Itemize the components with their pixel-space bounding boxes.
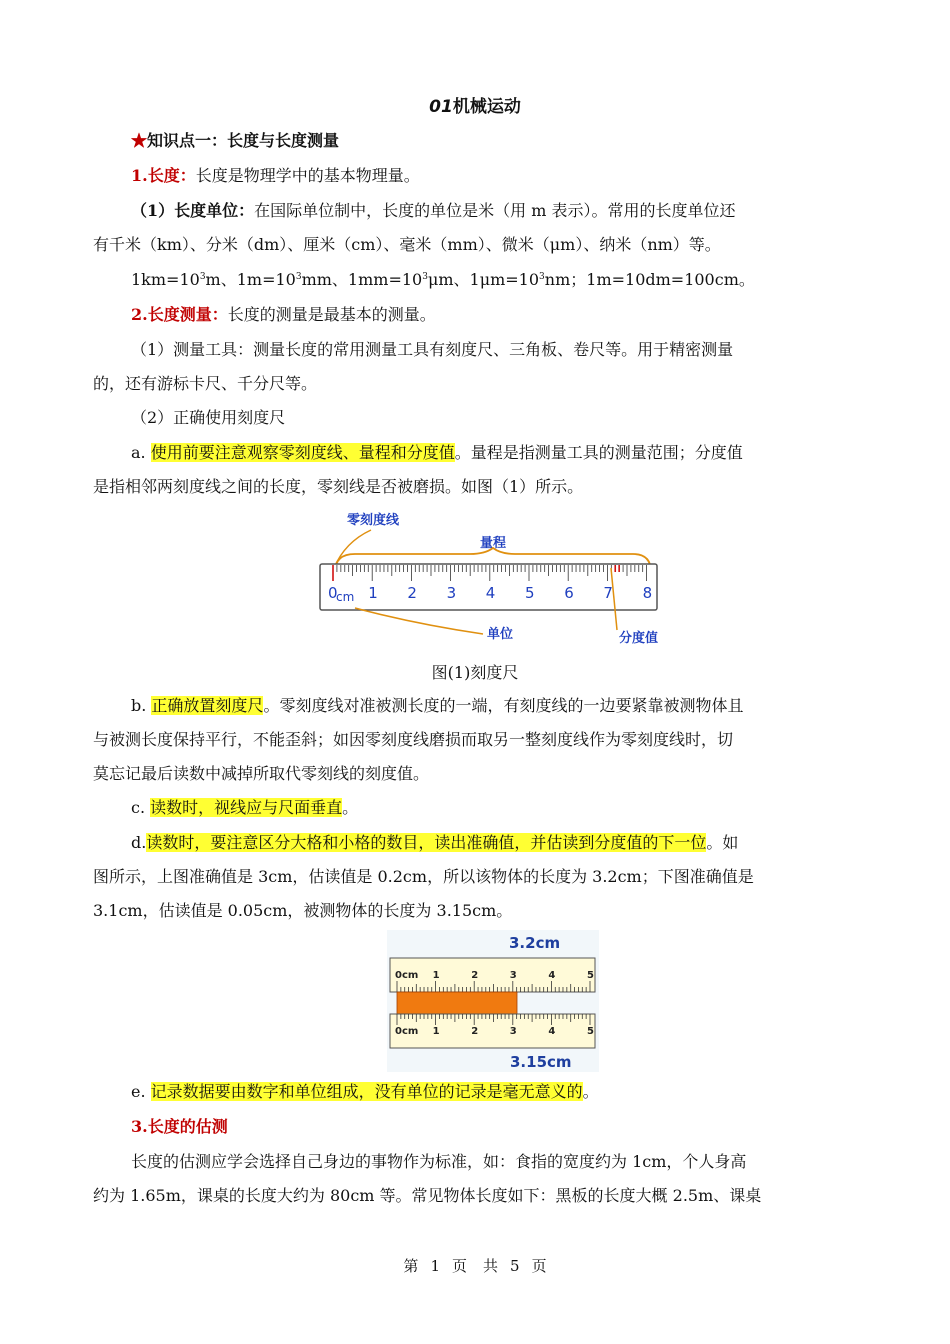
item-d-line2: 图所示，上图准确值是 3cm，估读值是 0.2cm，所以该物体的长度为 3.2cm；下图准确值是 xyxy=(93,867,754,886)
ruler-tick-label: 2 xyxy=(471,1026,479,1037)
paragraph-length xyxy=(131,165,863,187)
ruler-tick-label: 4 xyxy=(548,1026,556,1037)
object-bar xyxy=(397,992,517,1014)
ruler-tick-label: 2 xyxy=(471,970,479,981)
chapter-title: 机械运动 xyxy=(452,97,521,117)
units-label: （1）长度单位： xyxy=(131,201,255,220)
ruler-tick-label: 5 xyxy=(587,970,594,981)
top-reading: 3.2cm xyxy=(509,934,561,952)
zero-line-label: 零刻度线 xyxy=(347,513,400,528)
paragraph-measurement xyxy=(131,304,863,326)
paragraph-units-line2: 有千米（km）、分米（dm）、厘米（cm）、毫米（mm）、微米（μm）、纳米（nm）等。 xyxy=(93,235,721,254)
item-d-line1: d.读数时，要注意区分大格和小格的数目，读出准确值，并估读到分度值的下一位。如 xyxy=(131,833,739,852)
item-b-line1: b. 正确放置刻度尺。零刻度线对准被测长度的一端，有刻度线的一边要紧靠被测物体且 xyxy=(131,696,744,715)
ruler-tick-labels xyxy=(328,584,652,602)
ruler-figure xyxy=(315,508,665,653)
ruler-tick-label: 5 xyxy=(525,584,535,602)
item-a-line1: a. 使用前要注意观察零刻度线、量程和分度值。量程是指测量工具的测量范围；分度值 xyxy=(131,443,743,462)
ruler-tick-label: 3 xyxy=(509,1026,517,1037)
page-number: 1 xyxy=(430,1257,440,1275)
page-footer: 第 1 页 共 5 页 xyxy=(403,1257,547,1275)
section-heading-text: 知识点一：长度与长度测量 xyxy=(147,131,340,150)
ruler-tick-label: 3 xyxy=(509,970,517,981)
units-text1: 在国际单位制中，长度的单位是米（用 m 表示）。常用的长度单位还 xyxy=(254,201,736,220)
zero-callout xyxy=(334,530,371,568)
highlight-b: 正确放置刻度尺 xyxy=(151,696,264,715)
unit-label: 单位 xyxy=(487,627,514,642)
page-total: 5 xyxy=(510,1257,520,1275)
chapter-number: 01 xyxy=(429,97,453,117)
highlight-e: 记录数据要由数字和单位组成，没有单位的记录是毫无意义的 xyxy=(150,1082,583,1101)
star-icon: ★ xyxy=(131,131,148,150)
unit-callout xyxy=(355,608,483,634)
item-b-line2: 与被测长度保持平行，不能歪斜；如因零刻度线磨损而取另一整刻度线作为零刻度线时，切 xyxy=(93,730,734,749)
highlight-a: 使用前要注意观察零刻度线、量程和分度值 xyxy=(150,443,455,462)
ruler-tick-label: 3 xyxy=(446,584,457,602)
paragraph-units-line1 xyxy=(131,200,863,222)
heading-estimation: 3.长度的估测 xyxy=(131,1117,228,1136)
ruler-tick-label: 5 xyxy=(587,1026,594,1037)
highlight-c: 读数时，视线应与尺面垂直 xyxy=(150,798,343,817)
ruler-tick-label: 2 xyxy=(407,584,417,602)
ruler-tick-label: 4 xyxy=(485,584,496,602)
ruler-tick-label: 1 xyxy=(432,1026,440,1037)
ruler-tick-label: 0cm xyxy=(395,1026,419,1037)
figure-caption: 图(1)刻度尺 xyxy=(431,663,519,682)
bottom-reading: 3.15cm xyxy=(510,1053,572,1071)
item-d-line3: 3.1cm，估读值是 0.05cm，被测物体的长度为 3.15cm。 xyxy=(93,901,513,920)
ruler-tick-label: 7 xyxy=(603,584,613,602)
highlight-d: 读数时，要注意区分大格和小格的数目，读出准确值，并估读到分度值的下一位 xyxy=(146,833,707,852)
paragraph-estimation-line2: 约为 1.65m，课桌的长度大约为 80cm 等。常见物体长度如下：黑板的长度大概 2.5m、课桌 xyxy=(93,1186,762,1205)
ruler-unit: cm xyxy=(336,590,355,604)
paragraph-tools-line2: 的，还有游标卡尺、千分尺等。 xyxy=(93,374,318,393)
paragraph-estimation-line1: 长度的估测应学会选择自己身边的事物作为标准，如：食指的宽度约为 1cm，个人身高 xyxy=(131,1152,747,1171)
length-label: 1.长度： xyxy=(131,166,196,185)
ruler-tick-label: 0 xyxy=(328,584,338,602)
item-b-line3: 莫忘记最后读数中减掉所取代零刻线的刻度值。 xyxy=(93,764,430,783)
ruler-tick-label: 6 xyxy=(564,584,574,602)
top-ruler xyxy=(390,958,595,992)
ruler-tick-label: 8 xyxy=(642,584,653,602)
section-heading xyxy=(131,130,863,152)
item-e: e. 记录数据要由数字和单位组成，没有单位的记录是毫无意义的。 xyxy=(131,1082,599,1101)
item-a-line2: 是指相邻两刻度线之间的长度，零刻线是否被磨损。如图（1）所示。 xyxy=(93,477,584,496)
item-c: c. 读数时，视线应与尺面垂直。 xyxy=(131,798,359,817)
length-text: 长度是物理学中的基本物理量。 xyxy=(195,166,420,185)
ruler-tick-label: 0cm xyxy=(395,970,419,981)
measurement-text: 长度的测量是最基本的测量。 xyxy=(227,305,436,324)
reading-figure xyxy=(387,930,599,1072)
ruler-tick-label: 1 xyxy=(368,584,378,602)
ruler-tick-label: 1 xyxy=(432,970,440,981)
measurement-label: 2.长度测量： xyxy=(131,305,228,324)
unit-conversion: $1km=10^3m$、$1m=10^3mm$、$1mm=10^3\mu m$、$1\mu m=10^3nm$；1m=10dm=100cm。 xyxy=(131,270,755,289)
ruler-tick-label: 4 xyxy=(548,970,556,981)
range-label: 量程 xyxy=(480,536,507,551)
paragraph-ruler-use: （2）正确使用刻度尺 xyxy=(131,408,286,427)
paragraph-tools-line1: （1）测量工具：测量长度的常用测量工具有刻度尺、三角板、卷尺等。用于精密测量 xyxy=(131,340,734,359)
division-label: 分度值 xyxy=(619,631,659,646)
bottom-ruler xyxy=(390,1014,595,1048)
page-title xyxy=(0,92,950,117)
